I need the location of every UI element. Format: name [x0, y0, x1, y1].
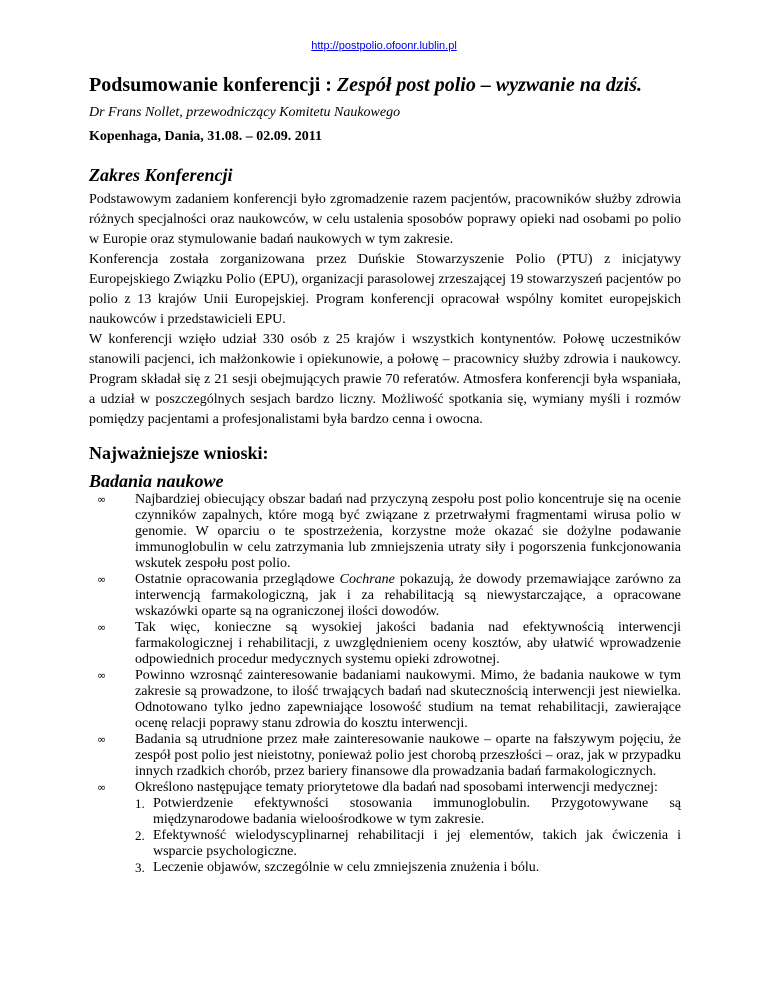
list-item — [89, 620, 681, 668]
title-prefix: Podsumowanie konferencji : — [89, 74, 337, 96]
item-number: 3. — [135, 860, 145, 875]
title-italic: Zespół post polio – wyzwanie na dziś. — [336, 74, 642, 96]
bullet-text: Najbardziej obiecujący obszar badań nad przyczyną zespołu post polio koncentruje się na ocenie czynników zapalnych, które mogą być związane z przetrwałymi fragmentami wirusa polio w genomie. W oparciu o te spostrzeżenia, korzystne może okazać sie dożylne podawanie immunoglobulin w celu zatrzymania lub zmniejszenia utraty siły i pogorszenia funkcjonowania wskutek zespołu post polio. — [135, 492, 681, 571]
infinity-bullet-icon: ∞ — [97, 573, 107, 586]
research-heading: Badania naukowe — [89, 471, 224, 491]
bullet-text: Powinno wzrosnąć zainteresowanie badaniami naukowymi. Mimo, że badania naukowe w tym zakresie są prowadzone, to ilość trwających badań nad skutecznością interwencji jest niewielka. Odnotowano tylko jedno zapewniające losowość studium na temat rehabilitacji, zawierające ocenę relacji poprawy stanu zdrowia do kosztu interwencji. — [135, 668, 681, 731]
item-number: 2. — [135, 828, 145, 843]
scope-section — [89, 190, 681, 430]
list-item — [135, 860, 681, 876]
document-content — [89, 72, 681, 876]
infinity-bullet-icon: ∞ — [97, 621, 107, 634]
place-date-line: Kopenhaga, Dania, 31.08. – 02.09. 2011 — [89, 129, 322, 144]
scope-heading: Zakres Konferencji — [89, 165, 233, 185]
scope-paragraph-3: W konferencji wzięło udział 330 osób z 25 krajów i wszystkich kontynentów. Połowę uczestników stanowili pacjenci, ich małżonkowie i opiekunowie, a połowę – pracownicy służby zdrowia i naukowcy. Program składał się z 21 sesji obejmujących prawie 70 referatów. Atmosfera konferencji była wspaniała, a udział w poszczególnych sesjach bardzo liczny. Możliwość spotkania się, wymiany myśli i rozmów pomiędzy pacjentami a profesjonalistami była bardzo cenna i owocna. — [89, 332, 681, 427]
bullet-text: Tak więc, konieczne są wysokiej jakości badania nad efektywnością interwencji farmakologicznej i rehabilitacji, z uwzględnieniem oceny kosztów, aby ułatwić wprowadzenie odpowiednich procedur medycznych systemu opieki zdrowotnej. — [135, 620, 681, 667]
list-item — [89, 780, 681, 876]
item-number: 1. — [135, 796, 145, 811]
page-title — [89, 72, 681, 98]
list-item — [89, 492, 681, 572]
conclusions-heading: Najważniejsze wnioski: — [89, 443, 269, 463]
priority-topics-list — [135, 796, 681, 876]
item-text: Efektywność wielodyscyplinarnej rehabilitacji i jej elementów, takich jak ćwiczenia i wsparcie psychologiczne. — [153, 828, 681, 859]
list-item — [89, 668, 681, 732]
list-item — [89, 732, 681, 780]
infinity-bullet-icon: ∞ — [97, 781, 107, 794]
bullet-text: Badania są utrudnione przez małe zainteresowanie naukowe – oparte na fałszywym pojęciu, że zespół post polio jest nieistotny, ponieważ polio jest chorobą przeszłości – oraz, jak w przypadku innych rzadkich chorób, przez bariery finansowe dla prowadzania badań farmakologicznych. — [135, 732, 681, 779]
source-url-link[interactable]: http://postpolio.ofoonr.lublin.pl — [311, 40, 457, 52]
cochrane-italic: Cochrane — [339, 572, 395, 587]
item-text: Potwierdzenie efektywności stosowania immunoglobulin. Przygotowywane są międzynarodowe badania wieloośrodkowe w tym zakresie. — [153, 796, 681, 827]
author-line: Dr Frans Nollet, przewodniczący Komitetu Naukowego — [89, 105, 401, 120]
infinity-bullet-icon: ∞ — [97, 733, 107, 746]
bullet-text: Określono następujące tematy priorytetowe dla badań nad sposobami interwencji medycznej: — [135, 780, 658, 795]
scope-paragraph-2: Konferencja została zorganizowana przez Duńskie Stowarzyszenie Polio (PTU) z inicjatywy Europejskiego Związku Polio (EPU), organizacji parasolowej zrzeszającej 19 stowarzyszeń pacjentów po polio z 13 krajów Unii Europejskiej. Program konferencji opracował wspólny komitet europejskich naukowców i przedstawicieli EPU. — [89, 252, 681, 327]
infinity-bullet-icon: ∞ — [97, 493, 107, 506]
bullet-text-post: pokazują, że dowody przemawiające zarówno za interwencją farmakologiczną, jak i za rehabilitacją są niewystarczające, a opracowane wskazówki oparte są na ograniczonej ilości dowodów. — [135, 572, 681, 619]
infinity-bullet-icon: ∞ — [97, 669, 107, 682]
bullet-text-pre: Ostatnie opracowania przeglądowe — [135, 572, 340, 587]
list-item — [135, 796, 681, 828]
list-item — [135, 828, 681, 860]
list-item — [89, 572, 681, 620]
scope-paragraph-1: Podstawowym zadaniem konferencji było zgromadzenie razem pacjentów, pracowników służby zdrowia różnych specjalności oraz naukowców, w celu ustalenia sposobów poprawy opieki nad osobami po polio w Europie oraz stymulowanie badań naukowych w tym zakresie. — [89, 192, 681, 247]
research-bullet-list — [89, 492, 681, 876]
item-text: Leczenie objawów, szczególnie w celu zmniejszenia znużenia i bólu. — [153, 860, 540, 875]
